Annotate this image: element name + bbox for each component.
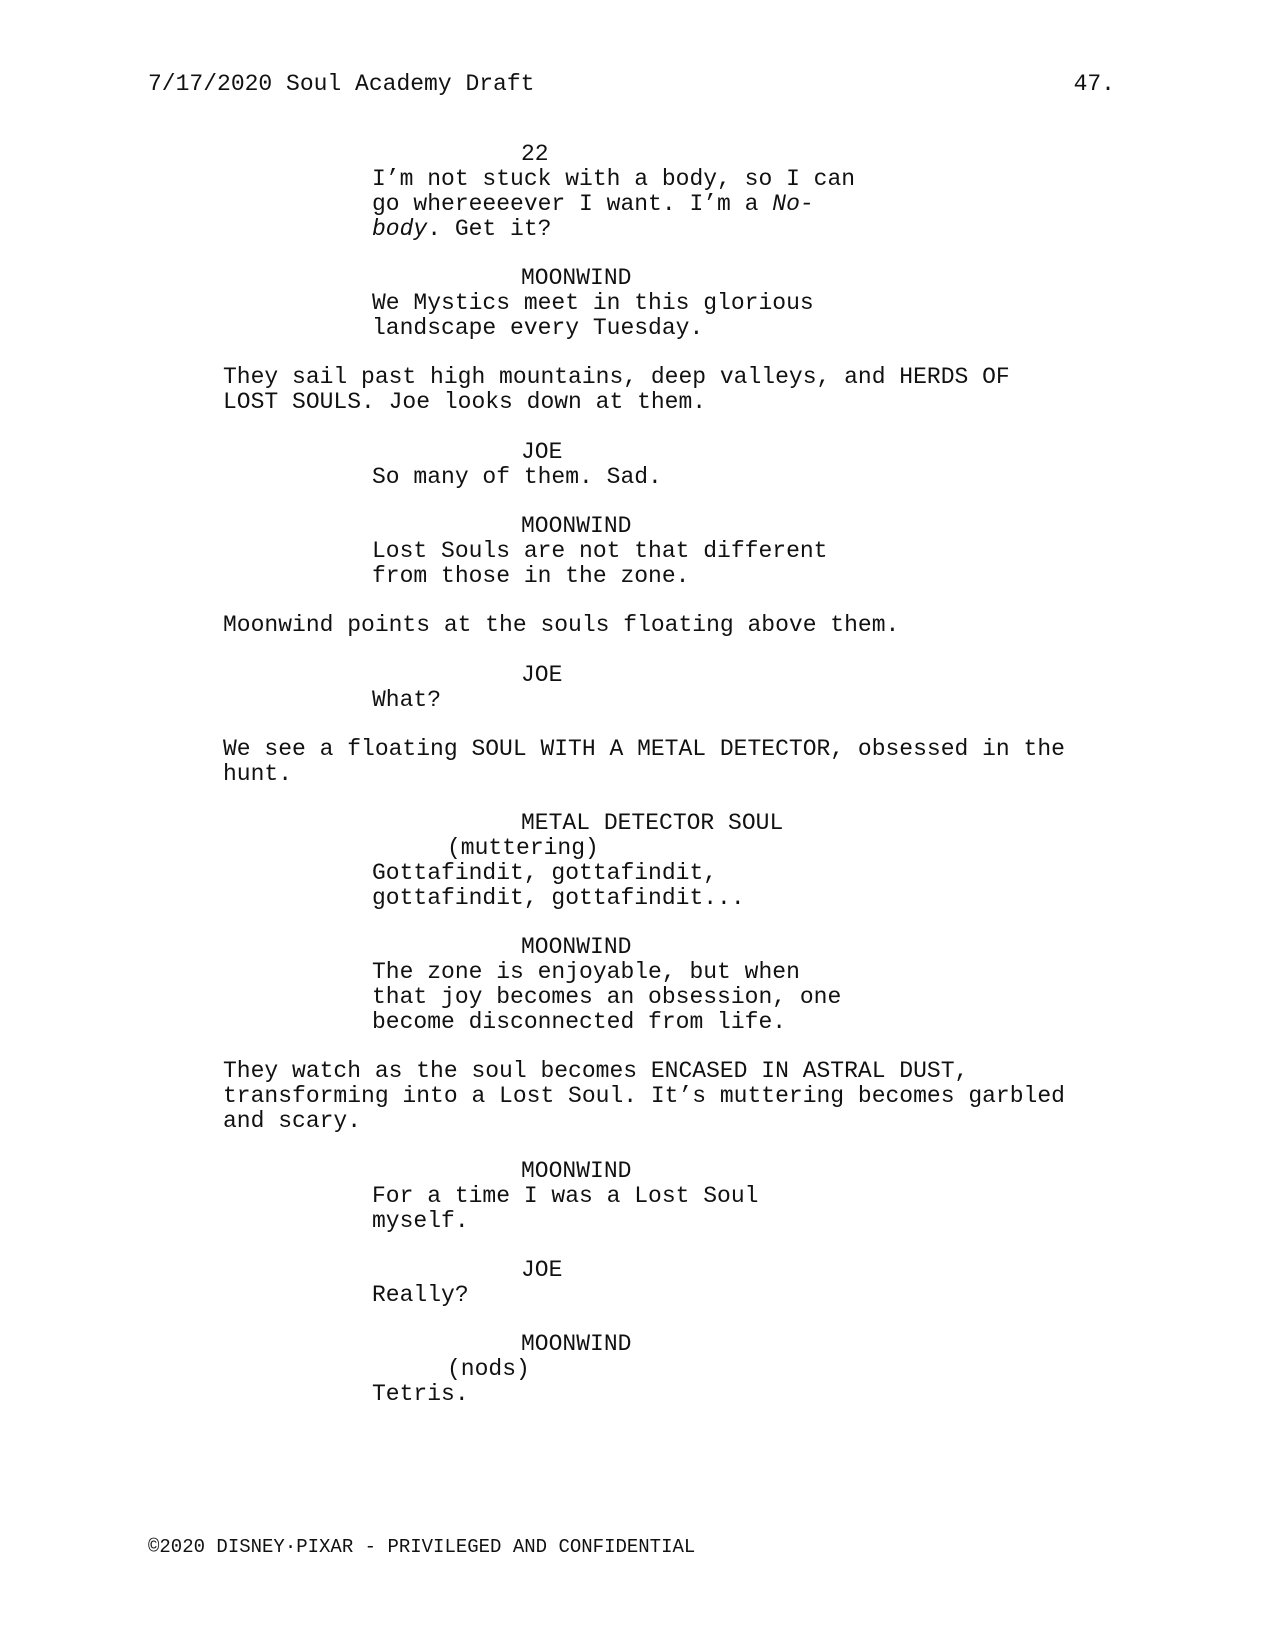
action-line: Moonwind points at the souls floating above them.	[223, 612, 900, 638]
dialogue-line: The zone is enjoyable, but when	[372, 959, 800, 985]
character-cue: JOE	[521, 662, 563, 688]
dialogue-line: landscape every Tuesday.	[372, 315, 704, 341]
character-cue: MOONWIND	[521, 934, 632, 960]
parenthetical: (nods)	[447, 1356, 530, 1382]
parenthetical: (muttering)	[447, 835, 599, 861]
action-line: LOST SOULS. Joe looks down at them.	[223, 389, 707, 415]
action-line: and scary.	[223, 1108, 362, 1134]
dialogue-line: For a time I was a Lost Soul	[372, 1183, 759, 1209]
draft-label: 7/17/2020 Soul Academy Draft	[148, 71, 535, 97]
character-cue: JOE	[521, 439, 563, 465]
character-cue: JOE	[521, 1257, 563, 1283]
character-cue: 22	[521, 141, 549, 167]
dialogue-line: Really?	[372, 1282, 469, 1308]
dialogue-line: Tetris.	[372, 1381, 469, 1407]
dialogue-line: gottafindit, gottafindit...	[372, 885, 745, 911]
action-line: transforming into a Lost Soul. It’s muttering becomes garbled	[223, 1083, 1065, 1109]
character-cue: MOONWIND	[521, 1158, 632, 1184]
dialogue-line: go whereeeever I want. I’m a No-	[372, 191, 814, 217]
dialogue-line: become disconnected from life.	[372, 1009, 787, 1035]
character-cue: MOONWIND	[521, 1331, 632, 1357]
page-number: 47.	[1073, 71, 1115, 97]
dialogue-line: What?	[372, 687, 442, 713]
dialogue-line: We Mystics meet in this glorious	[372, 290, 814, 316]
action-line: We see a floating SOUL WITH A METAL DETECTOR, obsessed in the	[223, 736, 1065, 762]
dialogue-line: that joy becomes an obsession, one	[372, 984, 842, 1010]
dialogue-line: Gottafindit, gottafindit,	[372, 860, 718, 886]
dialogue-line: Lost Souls are not that different	[372, 538, 828, 564]
character-cue: MOONWIND	[521, 513, 632, 539]
action-line: They sail past high mountains, deep valleys, and HERDS OF	[223, 364, 1010, 390]
action-line: They watch as the soul becomes ENCASED IN ASTRAL DUST,	[223, 1058, 969, 1084]
dialogue-line: I’m not stuck with a body, so I can	[372, 166, 856, 192]
dialogue-line: from those in the zone.	[372, 563, 690, 589]
character-cue: METAL DETECTOR SOUL	[521, 810, 784, 836]
character-cue: MOONWIND	[521, 265, 632, 291]
action-line: hunt.	[223, 761, 293, 787]
dialogue-line: So many of them. Sad.	[372, 464, 662, 490]
dialogue-line: body. Get it?	[372, 216, 552, 242]
dialogue-italic: body	[372, 216, 428, 242]
dialogue-italic: No-	[772, 191, 814, 217]
copyright-footer: ©2020 DISNEY·PIXAR - PRIVILEGED AND CONFIDENTIAL	[148, 1536, 696, 1558]
dialogue-line: myself.	[372, 1208, 469, 1234]
